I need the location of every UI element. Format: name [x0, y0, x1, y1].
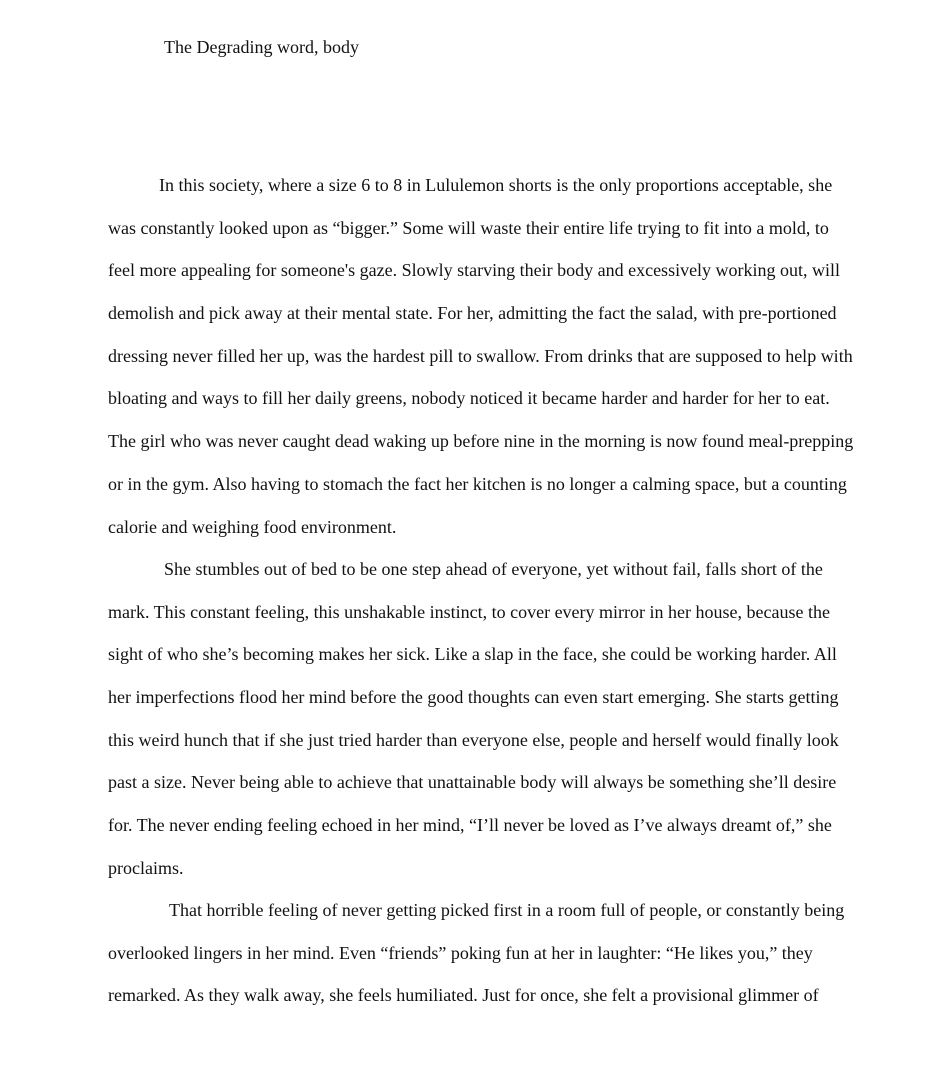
text-line: for. The never ending feeling echoed in her mind, “I’ll never be loved as I’ve always dreamt of,” she	[108, 815, 832, 836]
text-line: sight of who she’s becoming makes her sick. Like a slap in the face, she could be working harder. All	[108, 644, 837, 665]
text-line: was constantly looked upon as “bigger.” Some will waste their entire life trying to fit into a mold, to	[108, 217, 829, 238]
text-line: She stumbles out of bed to be one step ahead of everyone, yet without fail, falls short of the	[164, 559, 823, 579]
text-line: her imperfections flood her mind before the good thoughts can even start emerging. She starts getting	[108, 687, 839, 708]
text-line: overlooked lingers in her mind. Even “friends” poking fun at her in laughter: “He likes you,” they	[108, 942, 813, 963]
text-line: dressing never filled her up, was the hardest pill to swallow. From drinks that are supposed to help with	[108, 345, 853, 366]
text-line: calorie and weighing food environment.	[108, 516, 397, 537]
paragraph-3	[108, 899, 880, 1027]
text-line: past a size. Never being able to achieve that unattainable body will always be something she’ll desire	[108, 772, 837, 793]
text-line: remarked. As they walk away, she feels humiliated. Just for once, she felt a provisional glimmer of	[108, 985, 819, 1006]
document-title: The Degrading word, body	[164, 37, 359, 57]
text-line: That horrible feeling of never getting picked first in a room full of people, or constantly being	[169, 900, 845, 920]
text-line: bloating and ways to fill her daily greens, nobody noticed it became harder and harder for her to eat.	[108, 388, 830, 409]
text-line: this weird hunch that if she just tried harder than everyone else, people and herself would finally look	[108, 729, 839, 750]
text-line: or in the gym. Also having to stomach the fact her kitchen is no longer a calming space, but a counting	[108, 473, 847, 494]
text-line: The girl who was never caught dead waking up before nine in the morning is now found meal-prepping	[108, 431, 854, 452]
text-line: feel more appealing for someone's gaze. Slowly starving their body and excessively working out, will	[108, 260, 841, 281]
text-line: demolish and pick away at their mental state. For her, admitting the fact the salad, with pre-portioned	[108, 303, 837, 324]
text-line: In this society, where a size 6 to 8 in Lululemon shorts is the only proportions acceptable, she	[159, 175, 833, 195]
text-line: proclaims.	[108, 857, 184, 878]
text-line: mark. This constant feeling, this unshakable instinct, to cover every mirror in her house, because the	[108, 601, 830, 622]
paragraph-2	[108, 558, 880, 900]
paragraph-1	[108, 174, 880, 558]
